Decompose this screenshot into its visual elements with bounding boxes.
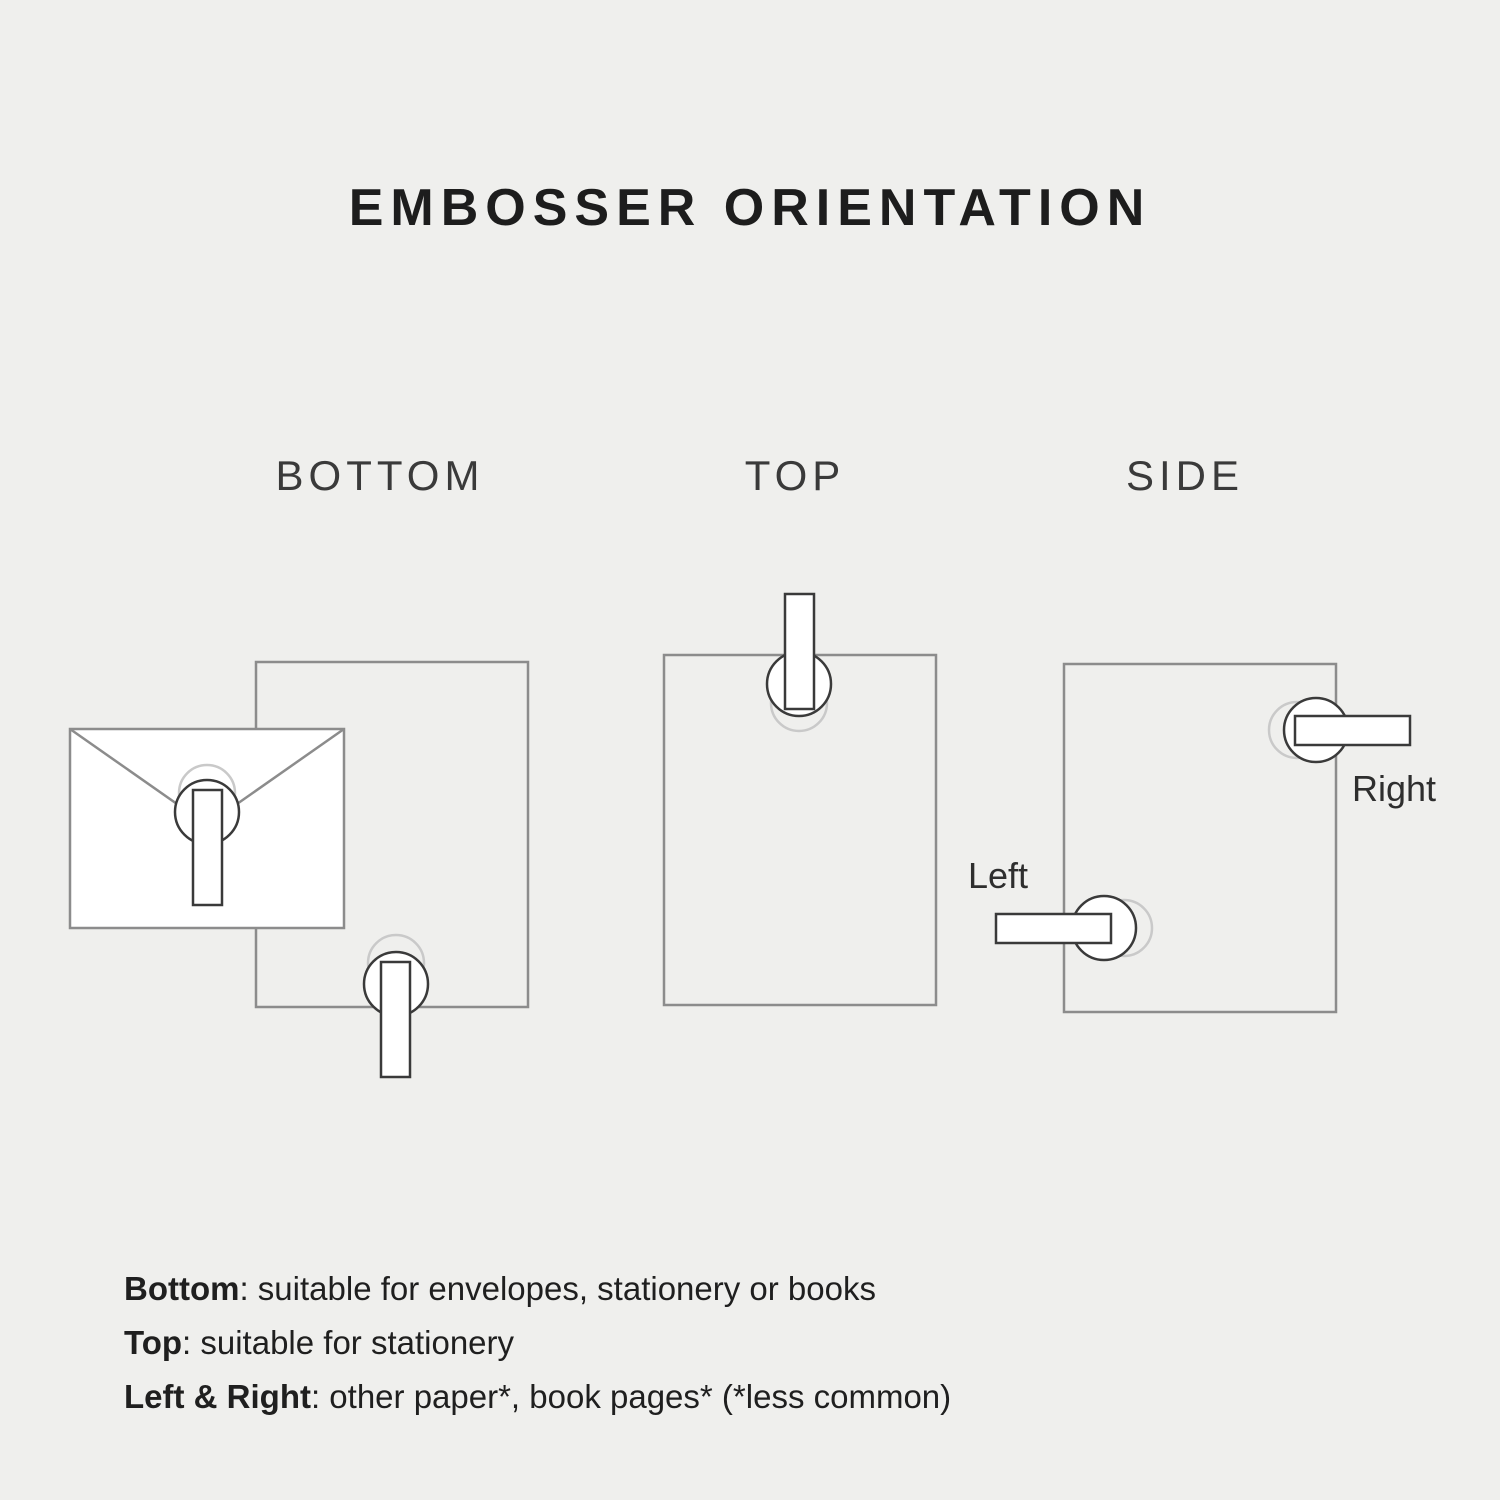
column-heading-top: TOP — [744, 452, 846, 499]
legend-item — [124, 1316, 1374, 1370]
side-annotation-left: Left — [968, 855, 1029, 896]
embosser-handle-left — [996, 914, 1111, 943]
legend-item — [124, 1262, 1374, 1316]
illustration-side — [996, 664, 1410, 1012]
legend-term: Bottom — [124, 1270, 240, 1307]
column-heading-side: SIDE — [1125, 452, 1245, 499]
page-title: EMBOSSER ORIENTATION — [348, 179, 1152, 237]
legend-text: : suitable for stationery — [182, 1324, 515, 1361]
legend-text: : suitable for envelopes, stationery or books — [239, 1270, 876, 1307]
illustration-top — [664, 594, 936, 1005]
legend-term: Left & Right — [124, 1378, 311, 1415]
embosser-handle-paper-bottom — [381, 962, 410, 1077]
side-annotation-right: Right — [1352, 768, 1437, 809]
legend-term: Top — [124, 1324, 183, 1361]
embosser-handle-top — [785, 594, 814, 709]
legend-text: : other paper*, book pages* (*less common) — [310, 1378, 952, 1415]
embosser-handle-envelope — [193, 790, 222, 905]
illustration-bottom — [70, 662, 528, 1077]
column-heading-bottom: BOTTOM — [275, 452, 485, 499]
legend — [124, 1262, 1374, 1424]
legend-item — [124, 1370, 1374, 1424]
embosser-handle-right — [1295, 716, 1410, 745]
